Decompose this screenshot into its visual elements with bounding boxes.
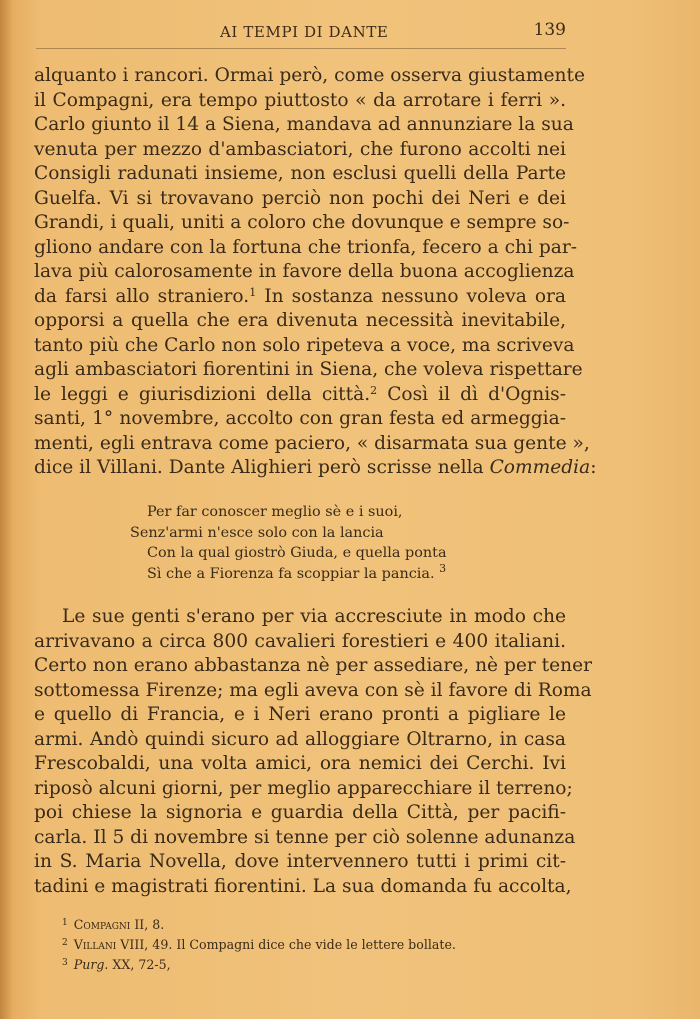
text-line: Frescobaldi, una volta amici, ora nemici dei Cerchi. Ivi: [34, 753, 566, 774]
text-line: gliono andare con la fortuna che trionfa, fecero a chi par-: [34, 236, 578, 258]
verse-line: Per far conoscer meglio sè e i suoi,: [147, 504, 403, 520]
text-line: in S. Maria Novella, dove intervennero tutti i primi cit-: [34, 851, 566, 872]
text-segment: Sì che a Fiorenza fa scoppiar la pancia.: [147, 565, 435, 582]
text-line: Grandi, i quali, uniti a coloro che dovunque e sempre so-: [34, 212, 570, 233]
verse-line: [130, 561, 490, 585]
text-line: tadini e magistrati fiorentini. La sua domanda fu accolta,: [34, 875, 572, 897]
text-line: arrivavano a circa 800 cavalieri forestieri e 400 italiani.: [34, 630, 566, 652]
page-number: 139: [533, 20, 566, 40]
text-line: poi chiese la signoria e guardia della Città, per pacifi-: [34, 802, 566, 823]
verse-line: Con la qual giostrò Giuda, e quella ponta: [147, 545, 447, 561]
footnote: [62, 954, 542, 974]
text-line: santi, 1° novembre, accolto con gran festa ed armeggia-: [34, 408, 566, 429]
text-line: Certo non erano abbastanza nè per assediare, nè per tener: [34, 655, 593, 676]
footnote-work: Purg.: [73, 957, 109, 972]
text-segment: In sostanza nessuno voleva ora: [264, 285, 566, 307]
footnote: [62, 914, 542, 934]
footnotes: [62, 914, 542, 974]
text-line: Carlo giunto il 14 a Siena, mandava ad annunziare la sua: [34, 114, 574, 135]
text-line: alquanto i rancori. Ormai però, come osserva giustamente: [34, 65, 585, 86]
text-line: [34, 383, 566, 408]
text-line: [34, 285, 566, 310]
running-header: [36, 20, 566, 48]
footnote-ref: 3: [439, 561, 447, 575]
text-line: Guelfa. Vi si trovavano perciò non pochi dei Neri e dei: [34, 187, 566, 209]
text-segment: le leggi e giurisdizioni della città.: [34, 383, 371, 405]
footnote: [62, 934, 542, 954]
text-line: venuta per mezzo d'ambasciatori, che furono accolti nei: [34, 138, 566, 160]
text-line: e quello di Francia, e i Neri erano pronti a pigliare le: [34, 704, 566, 725]
italic-title: Commedia: [489, 457, 591, 478]
footnote-mark: 3: [62, 958, 68, 968]
footnote-author: Villani: [73, 937, 117, 952]
footnote-text: XX, 72-5,: [108, 957, 171, 972]
text-line: menti, egli entrava come paciero, « disarmata sua gente »,: [34, 432, 590, 454]
footnote-author: Compagni: [73, 917, 131, 932]
footnote-mark: 2: [62, 938, 68, 948]
page-spine-shadow: [0, 0, 12, 1019]
verse-quotation: [130, 502, 490, 584]
footnote-ref: 1: [249, 285, 257, 299]
text-segment: da farsi allo straniero.: [34, 285, 250, 307]
text-line: armi. Andò quindi sicuro ad alloggiare Oltrarno, in casa: [34, 728, 566, 750]
paragraph-1: [34, 64, 597, 481]
footnote-text: II, 8.: [130, 917, 165, 932]
text-segment: dice il Villani. Dante Alighieri però scrisse nella: [34, 457, 484, 478]
text-line: riposò alcuni giorni, per meglio apparecchiare il terreno;: [34, 777, 573, 799]
running-title: AI TEMPI DI DANTE: [220, 23, 389, 41]
footnote-ref: 2: [370, 383, 378, 397]
text-line: sottomessa Firenze; ma egli aveva con sè il favore di Roma: [34, 679, 592, 701]
text-line: carla. Il 5 di novembre si tenne per ciò solenne adunanza: [34, 826, 576, 848]
paragraph-2: [34, 605, 593, 899]
footnote-text: VIII, 49. Il Compagni dice che vide le lettere bollate.: [116, 937, 456, 952]
text-line: Le sue genti s'erano per via accresciute in modo che: [62, 606, 566, 627]
text-line: [34, 456, 597, 481]
text-segment: Così il dì d'Ognis-: [387, 383, 566, 405]
header-rule: [36, 48, 566, 49]
text-line: agli ambasciatori fiorentini in Siena, che voleva rispettare: [34, 359, 583, 380]
text-line: il Compagni, era tempo piuttosto « da arrotare i ferri ».: [34, 89, 566, 111]
text-segment: :: [590, 457, 597, 478]
verse-line: Senz'armi n'esce solo con la lancia: [130, 524, 384, 541]
footnote-mark: 1: [62, 918, 68, 928]
text-line: opporsi a quella che era divenuta necessità inevitabile,: [34, 310, 566, 331]
text-line: lava più calorosamente in favore della buona accoglienza: [34, 261, 575, 282]
text-line: Consigli radunati insieme, non esclusi quelli della Parte: [34, 163, 566, 184]
text-line: tanto più che Carlo non solo ripeteva a voce, ma scriveva: [34, 334, 575, 356]
